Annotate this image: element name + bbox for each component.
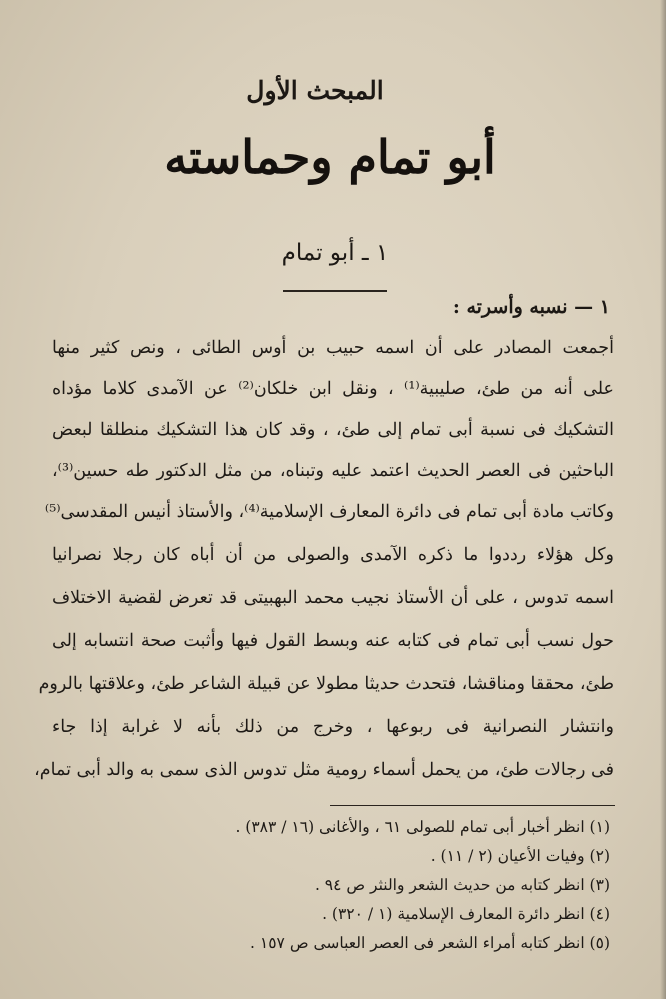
chapter-title: أبو تمام وحماسته — [164, 130, 496, 184]
footnote: (٢) وفيات الأعيان (٢ / ١١) . — [430, 847, 610, 865]
body-line: فى رجالات طئ، من يحمل أسماء رومية مثل تدوس الذى سمى به والد أبى تمام، — [34, 760, 614, 780]
footnote: (١) انظر أخبار أبى تمام للصولى ٦١ ، والأغانى (١٦ / ٣٨٣) . — [235, 818, 610, 836]
sub-heading: ١ ـ أبو تمام — [281, 240, 389, 266]
page-edge-shadow — [660, 0, 666, 999]
body-line: على أنه من طئ، صليبية⁽¹⁾ ، ونقل ابن خلكان⁽²⁾ عن الآمدى كلاما مؤداه — [52, 379, 614, 399]
body-line: وكل هؤلاء رددوا ما ذكره الآمدى والصولى من أن أباه كان رجلا نصرانيا — [52, 545, 614, 565]
footnote-separator — [330, 805, 615, 806]
footnote: (٥) انظر كتابه أمراء الشعر فى العصر العباسى ص ١٥٧ . — [250, 934, 610, 952]
title-underline — [283, 290, 387, 292]
footnote: (٣) انظر كتابه من حديث الشعر والنثر ص ٩٤ . — [314, 876, 610, 894]
footnote: (٤) انظر دائرة المعارف الإسلامية (١ / ٣٢٠) . — [322, 905, 610, 923]
body-line: وكاتب مادة أبى تمام فى دائرة المعارف الإسلامية⁽⁴⁾، والأستاذ أنيس المقدسى⁽⁵⁾ — [44, 502, 614, 522]
body-line: الباحثين فى العصر الحديث اعتمد عليه وتبناه، من مثل الدكتور طه حسين⁽³⁾، — [52, 461, 614, 481]
body-line: التشكيك فى نسبة أبى تمام إلى طئ، ، وقد كان هذا التشكيك منطلقا لبعض — [52, 420, 614, 440]
body-line: أجمعت المصادر على أن اسمه حبيب بن أوس الطائى ، ونص كثير منها — [52, 338, 614, 358]
section-label: المبحث الأول — [246, 76, 384, 105]
subsection-heading: ١ — نسبه وأسرته : — [452, 296, 610, 318]
body-line: وانتشار النصرانية فى ربوعها ، وخرج من ذلك بأنه لا غرابة إذا جاء — [52, 717, 614, 737]
body-line: اسمه تدوس ، على أن الأستاذ نجيب محمد البهبيتى قد تعرض لقضية الاختلاف — [52, 588, 614, 608]
body-line: حول نسب أبى تمام فى كتابه عنه وبسط القول فيها وأثبت صحة انتسابه إلى — [52, 631, 614, 651]
body-line: طئ، محققا ومناقشا، فتحدث حديثا مطولا عن قبيلة الشاعر طئ، وعلاقتها بالروم — [38, 674, 614, 694]
